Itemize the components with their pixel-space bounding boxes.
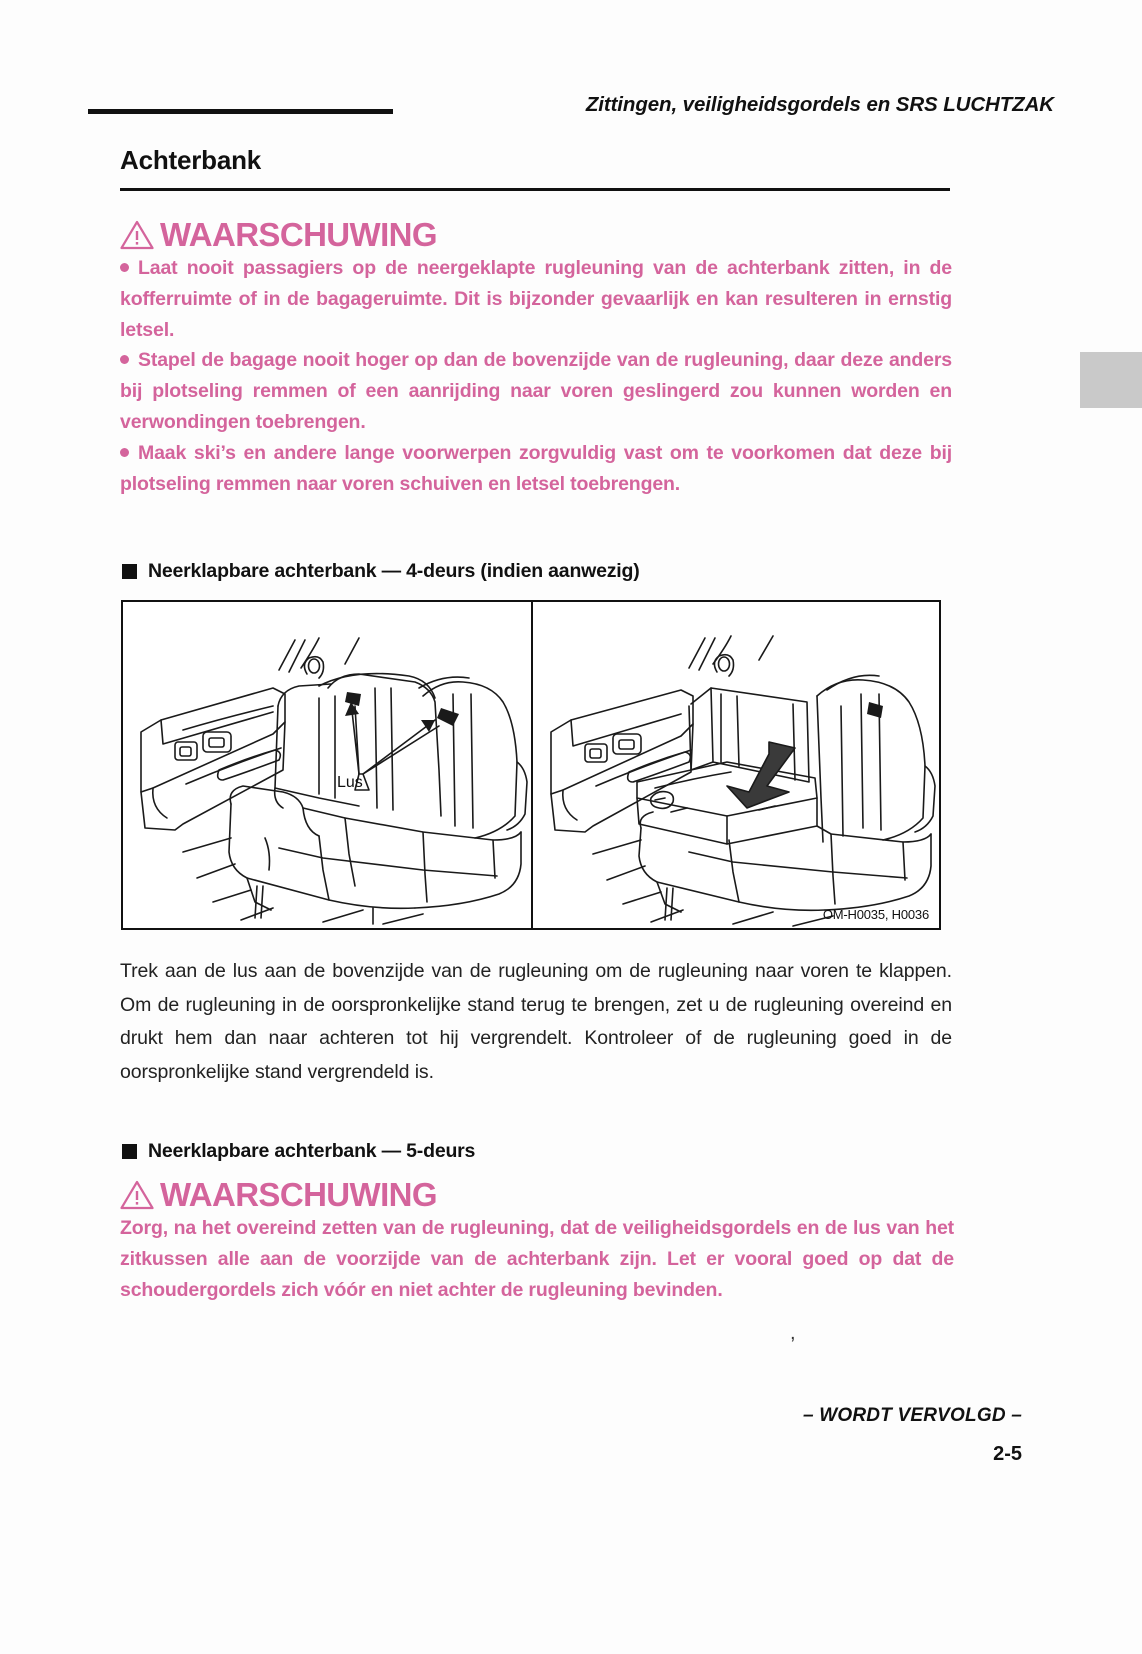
section-divider xyxy=(120,188,950,191)
warning-triangle-icon xyxy=(120,1180,154,1210)
footer-continued-label: – WORDT VERVOLGD – xyxy=(803,1405,1022,1426)
body-paragraph xyxy=(120,955,952,1089)
warning-bullet-text: Maak ski’s en andere lange voorwerpen zorgvuldig vast om te voorkomen dat deze bij plotseling remmen naar voren schuiven en letsel toebrengen. xyxy=(120,441,952,495)
subheading-4deurs-label: Neerklapbare achterbank — 4-deurs (indien aanwezig) xyxy=(148,560,640,582)
figure-label-lus: Lus xyxy=(337,774,363,791)
header-rule xyxy=(88,109,393,114)
warning-heading-text: WAARSCHUWING xyxy=(160,1176,437,1213)
header-title: Zittingen, veiligheidsgordels en SRS LUCHTZAK xyxy=(585,93,1054,116)
warning-heading-top xyxy=(120,218,952,251)
square-bullet-icon xyxy=(122,564,137,579)
bullet-dot-icon xyxy=(120,448,129,457)
warning-triangle-icon xyxy=(120,220,154,250)
warning-bullet xyxy=(120,253,952,345)
scan-artifact-comma: , xyxy=(790,1322,796,1344)
warning-heading-bottom xyxy=(120,1178,954,1211)
warning-bullet-text: Stapel de bagage nooit hoger op dan de bovenzijde van de rugleuning, daar deze anders bij plotseling remmen of een aanrijding naar voren geslingerd zou kunnen worden en verwondingen toebrengen. xyxy=(120,349,952,433)
subheading-4deurs xyxy=(122,560,640,583)
warning-bullet-text: Laat nooit passagiers op de neergeklapte rugleuning van de achterbank zitten, in de kofferruimte of in de bagageruimte. Dit is bijzonder gevaarlijk en kan resulteren in ernstig letsel. xyxy=(120,257,952,341)
warning-bottom-text: Zorg, na het overeind zetten van de rugleuning, dat de veiligheidsgordels en de lus van het zitkussen alle aan de voorzijde van de achterbank zijn. Let er vooral goed op dat de schoudergordels zich vóór en niet achter de rugleuning bevinden. xyxy=(120,1217,954,1301)
warning-bullet xyxy=(120,345,952,437)
bullet-dot-icon xyxy=(120,355,129,364)
warning-block-bottom xyxy=(120,1178,954,1305)
square-bullet-icon xyxy=(122,1144,137,1159)
footer-page-number: 2-5 xyxy=(993,1443,1022,1465)
warning-bullet xyxy=(120,438,952,500)
page-edge-thumb-tab xyxy=(1080,352,1142,408)
warning-heading-text: WAARSCHUWING xyxy=(160,216,437,253)
figure-rear-seat-folding xyxy=(121,600,941,930)
running-header xyxy=(88,88,1054,122)
warning-bottom-body xyxy=(120,1213,954,1305)
warning-top-body xyxy=(120,253,952,499)
rear-bench-seat-with-pull-loop-illustration xyxy=(123,602,531,928)
warning-block-top xyxy=(120,218,952,499)
page-title: Achterbank xyxy=(120,145,262,175)
figure-pane-left xyxy=(123,602,531,928)
figure-pane-right xyxy=(531,602,939,928)
rear-bench-seat-folded-down-illustration xyxy=(531,602,939,928)
subheading-5deurs-label: Neerklapbare achterbank — 5-deurs xyxy=(148,1140,476,1162)
body-paragraph-text: Trek aan de lus aan de bovenzijde van de rugleuning om de rugleuning naar voren te klappen. Om de rugleuning in de oorspronkelijke stand terug te brengen, zet u de rugleuning overeind en drukt hem dan naar achteren tot hij vergrendelt. Kontroleer of de rugleuning goed in de oorspronkelijke stand vergrendeld is. xyxy=(120,960,952,1083)
figure-caption: OM-H0035, H0036 xyxy=(822,907,929,922)
bullet-dot-icon xyxy=(120,263,129,272)
subheading-5deurs xyxy=(122,1140,475,1163)
